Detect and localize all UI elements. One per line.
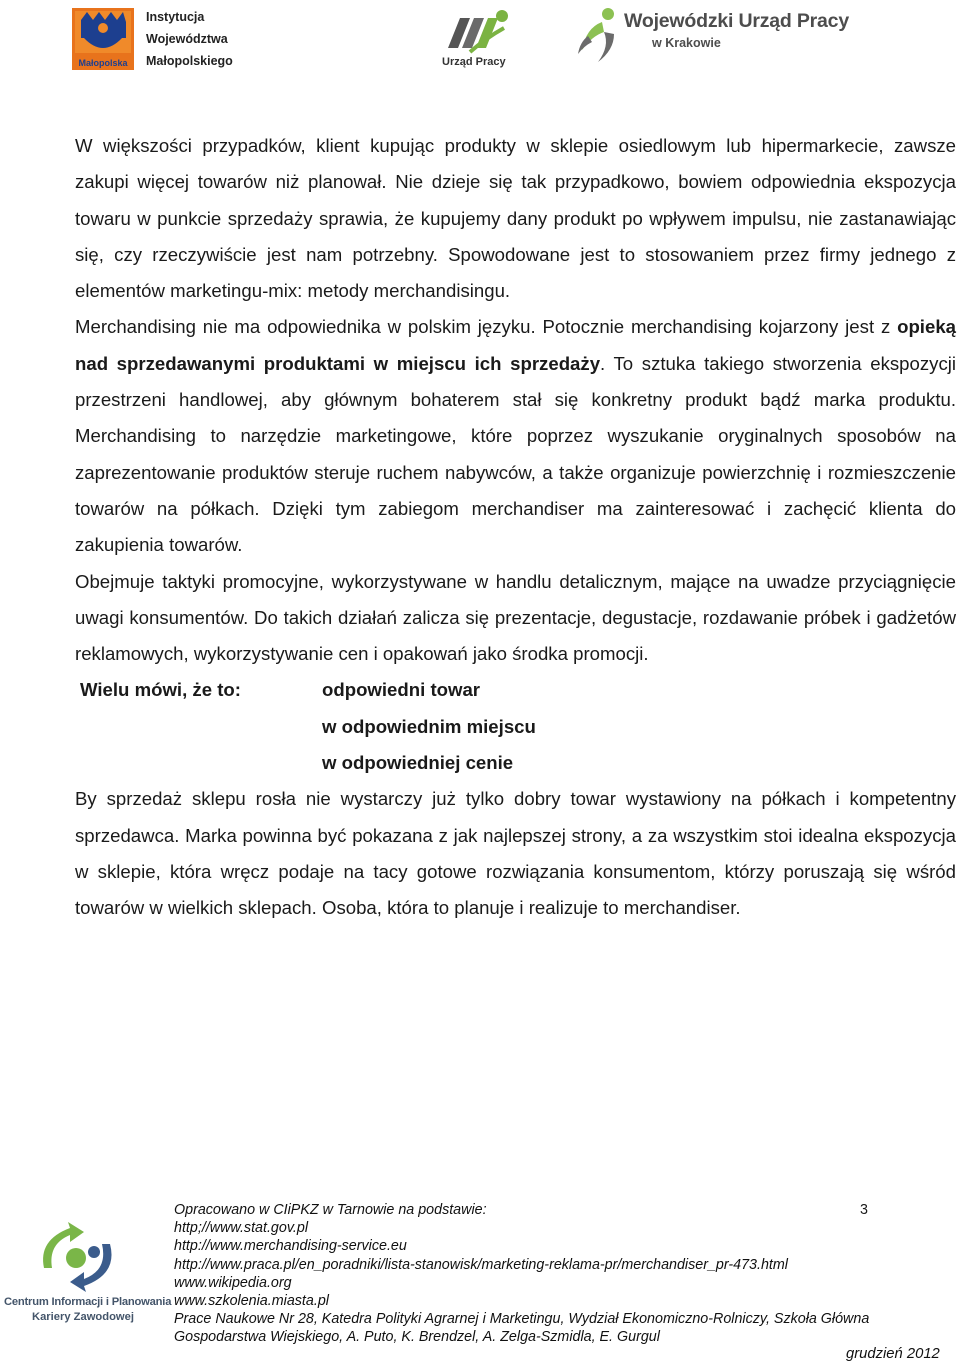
iwm-line-2: Województwa	[146, 32, 228, 46]
iwm-logo-text	[146, 6, 233, 72]
wup-figure-icon	[574, 6, 622, 64]
sources-list	[174, 1201, 954, 1347]
wup-title: Wojewódzki Urząd Pracy	[624, 10, 849, 32]
cipkz-arrows-icon	[24, 1222, 132, 1292]
urzad-pracy-label: Urząd Pracy	[442, 56, 506, 68]
paragraph-3: Obejmuje taktyki promocyjne, wykorzystywane w handlu detalicznym, mające na uwadze przyciągnięcie uwagi konsumentów. Do takich działań zalicza się prezentacje, degustacje, rozdawanie próbek i gadżetów reklamowych, wykorzystywanie cen i opakowań jako środka promocji.	[75, 570, 956, 665]
source-item: www.szkolenia.miasta.pl	[174, 1293, 329, 1310]
source-item: http;//www.stat.gov.pl	[174, 1220, 309, 1237]
malopolska-emblem-icon	[72, 8, 134, 70]
source-item: Prace Naukowe Nr 28, Katedra Polityki Agrarnej i Marketingu, Wydział Ekonomiczno-Rolniczy, Szkoła Główna	[174, 1311, 870, 1328]
slogan-intro: Wielu mówi, że to:	[80, 679, 241, 701]
source-item: http://www.merchandising-service.eu	[174, 1238, 407, 1255]
emblem-label: Małopolska	[78, 58, 128, 68]
slogan-line-2: w odpowiednim miejscu	[322, 715, 536, 737]
cipkz-logo	[4, 1222, 172, 1328]
page-number: 3	[860, 1202, 868, 1218]
source-item: http://www.praca.pl/en_poradniki/lista-stanowisk/marketing-reklama-pr/merchandiser_pr-473.html	[174, 1256, 788, 1273]
paragraph-2-rest: . To sztuka takiego stworzenia ekspozycji przestrzeni handlowej, aby głównym bohaterem stał się konkretny produkt bądź marka produktu. Merchandising to narzędzie marketingowe, które poprzez wyszukanie oryginalnych sposobów na zaprezentowanie produktów steruje ruchem nabywców, a także organizuje powierzchnię i rozmieszczenie towarów na półkach. Dzięki tym zabiegom merchandiser ma zainteresować i zachęcić klienta do zakupienia towarów.	[75, 352, 957, 556]
iwm-line-3: Małopolskiego	[146, 54, 233, 68]
paragraph-4: By sprzedaż sklepu rosła nie wystarczy już tylko dobry towar wystawiony na półkach i kompetentny sprzedawca. Marka powinna być pokazana z jak najlepszej strony, a za wszystkim stoi idealna ekspozycja w sklepie, która wręcz podaje na tacy gotowe rozwiązania konsumentom, którzy poruszają się wśród towarów w wielkich sklepach. Osoba, która to planuje i realizuje to merchandiser.	[75, 788, 956, 919]
paragraph-2-start: Merchandising nie ma odpowiednika w polskim języku. Potocznie merchandising kojarzony jest z	[75, 316, 898, 338]
paragraph-2-bold: opieką nad sprzedawanymi produktami w miejscu ich sprzedaży	[75, 316, 956, 374]
cipkz-line-1: Centrum Informacji i Planowania	[4, 1296, 172, 1308]
page-header	[0, 0, 960, 80]
source-item: Gospodarstwa Wiejskiego, A. Puto, K. Brendzel, A. Zelga-Szmidla, E. Gurgul	[174, 1329, 660, 1346]
paragraph-2	[75, 309, 956, 563]
slogan-lines	[322, 672, 536, 781]
source-item: www.wikipedia.org	[174, 1274, 292, 1291]
wup-subtitle: w Krakowie	[652, 36, 721, 50]
paragraph-1: W większości przypadków, klient kupując produkty w sklepie osiedlowym lub hipermarkecie, zawsze zakupi więcej towarów niż planował. Nie dzieje się tak przypadkowo, bowiem odpowiednia ekspozycja towaru w punkcie sprzedaży sprawia, że kupujemy dany produkt po wpływem impulsu, nie zastanawiając się, czy rzeczywiście jest nam potrzebny. Spowodowane jest to stosowaniem przez firmy jednego z elementów marketingu-mix: metody merchandisingu.	[75, 135, 956, 302]
sources-title: Opracowano w CIiPKZ w Tarnowie na podstawie:	[174, 1202, 487, 1218]
iwm-line-1: Instytucja	[146, 10, 205, 24]
slogan-line-1: odpowiedni towar	[322, 679, 481, 701]
slogan-line-3: w odpowiedniej cenie	[322, 752, 514, 774]
document-date: grudzień 2012	[846, 1346, 940, 1362]
slogan-block	[75, 672, 956, 781]
cipkz-line-2: Kariery Zawodowej	[32, 1311, 134, 1323]
article-body	[75, 128, 956, 927]
